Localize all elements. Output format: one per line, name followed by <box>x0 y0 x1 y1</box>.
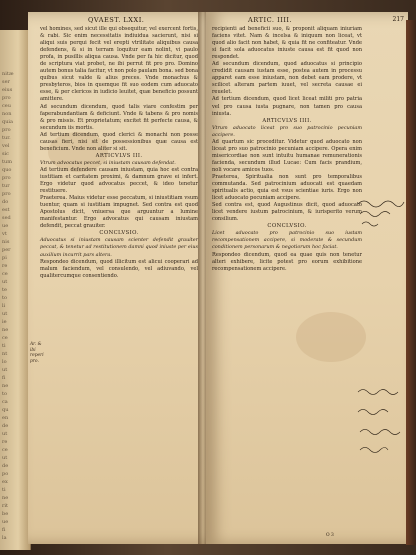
right-text-block <box>212 26 362 273</box>
left-margin-note: Ar. & ibi reperi pro. <box>30 342 44 364</box>
left-paragraph-3: Ad tertium dicendum, quod clerici & monachi non posse causas fieri, nisi sit de possessionibus quæ causa est beneficium. Vnde non aliter si sit. <box>40 131 198 152</box>
left-text-block <box>40 26 198 280</box>
right-paragraph-2: Ad secundum dicendum, quod aduocatus si principio credidit causam iustam esse, postea autem in processu apparet eam esse iniustam, non debet eam prodere, vt scilicet alteram partem iuuet, vel secreta causae ei reuelet. <box>212 61 362 96</box>
left-paragraph-2: Ad secundum dicendum, quod talis viare confestim per faperabundantiam & deficiunt. Vnde & tabens & pro nomis & pro missis. Et proprietatum; excitet fit perfecte causa, & secundum iis mortis. <box>40 103 198 131</box>
left-conclusion-text: Aduocatus si iniustam causam scienter defendit grauiter peccat, & tenetur ad restitutionem damni quod iniuste per eius auxilium incurrit pars altera. <box>40 237 198 258</box>
right-section-heading: ARTICVLVS IIII. <box>262 117 312 124</box>
right-section-subheading: Vtrum aduocato liceat pro suo patrocinio pecuniam accipere. <box>212 124 362 138</box>
left-conclusion-heading: CONCLVSIO. <box>99 230 139 237</box>
left-running-head: QVAEST. LXXI. <box>88 16 145 24</box>
left-paragraph-1: vel homines, sed sicut ille qui obsequitur, vel exercent fortis, & rabi. Sic enim necessitatis indiuidua sacierunt, nisi si aliqui suis perqui fecit vel erepti vtrilitate aliquibus causa defendens, & si in terram loquitur eam nolint, vi paulo profa, in pusillis aliqua causa. Vnde per fa hic dicitur, quod de scriptura viat probet, ne ibi perrut fit pro pro. Domino autem bonus talia facitur, vt non polo paulam bona. sed bona quibus sicut valde & alius preces. Vnde monachus & presbyteros, bios in quemque fit suo eodem cum aduocato esse, & per clericos in iudicio leuitet, quæ beneficio possunt amittere. <box>40 26 198 103</box>
right-conclusion-text: Licet aduocato pro patrocinio suo iustam recompensationem accipere, si moderate & secundum conditionem personarum & negotiorum hoc faciat. <box>212 230 362 251</box>
right-paragraph-5: Praeterea, Spiritualia non sunt pro temporalibus commutanda. Sed patrocinium aduocati est quaedam spiritualis actio, quia est vsus scientiae iuris. Ergo non licet aduocato pecuniam accipere. <box>212 173 362 202</box>
left-paragraph-6: Respondeo dicendum, quod illicitum est alicui cooperari ad malum faciendum, vel consulendo, vel adiuvando, vel qualitercumque consentiendo. <box>40 258 198 279</box>
left-section-heading: ARTICVLVS III. <box>95 152 143 159</box>
left-section-subheading: Vtrum advocatus peccet, si iniustam causam defendat. <box>40 159 176 166</box>
right-paragraph-3: Ad tertium dicendum, quod licet liceat militi pro patria vel pro causa iusta pugnare, non tamen pro causa iniusta. <box>212 96 362 117</box>
right-paragraph-1: recipienti ad beneficii suo, & proponit aliquam iniuriam faciens vitet. Nam & incelsa & iniquum non liceat, vt quod alio facit non habet, & quia fit ne confiteatur. Vnde si facit sola aduocatus iniuste causa est fit quod non respondet. <box>212 26 362 61</box>
book-cover-edge <box>406 20 416 545</box>
handwritten-marginalia-2 <box>356 382 406 462</box>
handwritten-marginalia-1 <box>356 192 406 232</box>
paper-stain <box>296 312 366 362</box>
signature-mark: O 3 <box>326 533 334 538</box>
left-page <box>28 12 226 544</box>
previous-page-edge <box>0 30 31 550</box>
page-number: 217 <box>392 16 404 23</box>
right-conclusion-heading: CONCLVSIO. <box>267 223 307 230</box>
right-paragraph-4: Ad quartum sic proceditur. Videtur quod aduocato non liceat pro suo patrocinio pecuniam accipere. Opera enim misericordiae non sunt intuitu humanae remunerationis facienda, secundum illud Lucae: Cum facis prandium, noli vocare amicos tuos. <box>212 138 362 173</box>
previous-page-text: nitæ ser eius pro ceu non quia pro tur. vel sic tum quo pro tur pro do est sed ue vt nis per pi re ce ut te to li ut ie ne ce ti nt lo ut fi ne to ca qu en de ut re ce ut de po ex ti ne rit be ue fi la <box>2 71 14 541</box>
right-running-head: ARTIC. IIII. <box>248 16 293 24</box>
left-paragraph-5: Praeterea. Maius videtur esse peccatum, si iniustitiam vsum tuentur, quam si iustitiam impugnet. Sed contra est quod Apostolus dicit, vniuersa que arguuntur a lumine manifestantur. Ergo advocatus qui causam iniustam defendit, peccat grauiter. <box>40 195 198 230</box>
right-paragraph-6: Sed contra est, quod Augustinus dicit, quod aduocato licet vendere iustum patrocinium, & iurisperito verum consilium. <box>212 202 362 223</box>
right-page <box>206 12 408 544</box>
right-paragraph-7: Respondeo dicendum, quod ea quae quis non tenetur alteri exhibere, licite potest pro eorum exhibitione recompensationem accipere. <box>212 251 362 272</box>
left-paragraph-4: Ad tertium defendere causam iniustam, quia hoc est contra iustitiam et caritatem proximi, & damnum grave ei infert. Ergo videtur quod advocatus peccet, & ideo tenetur restituere. <box>40 166 198 195</box>
